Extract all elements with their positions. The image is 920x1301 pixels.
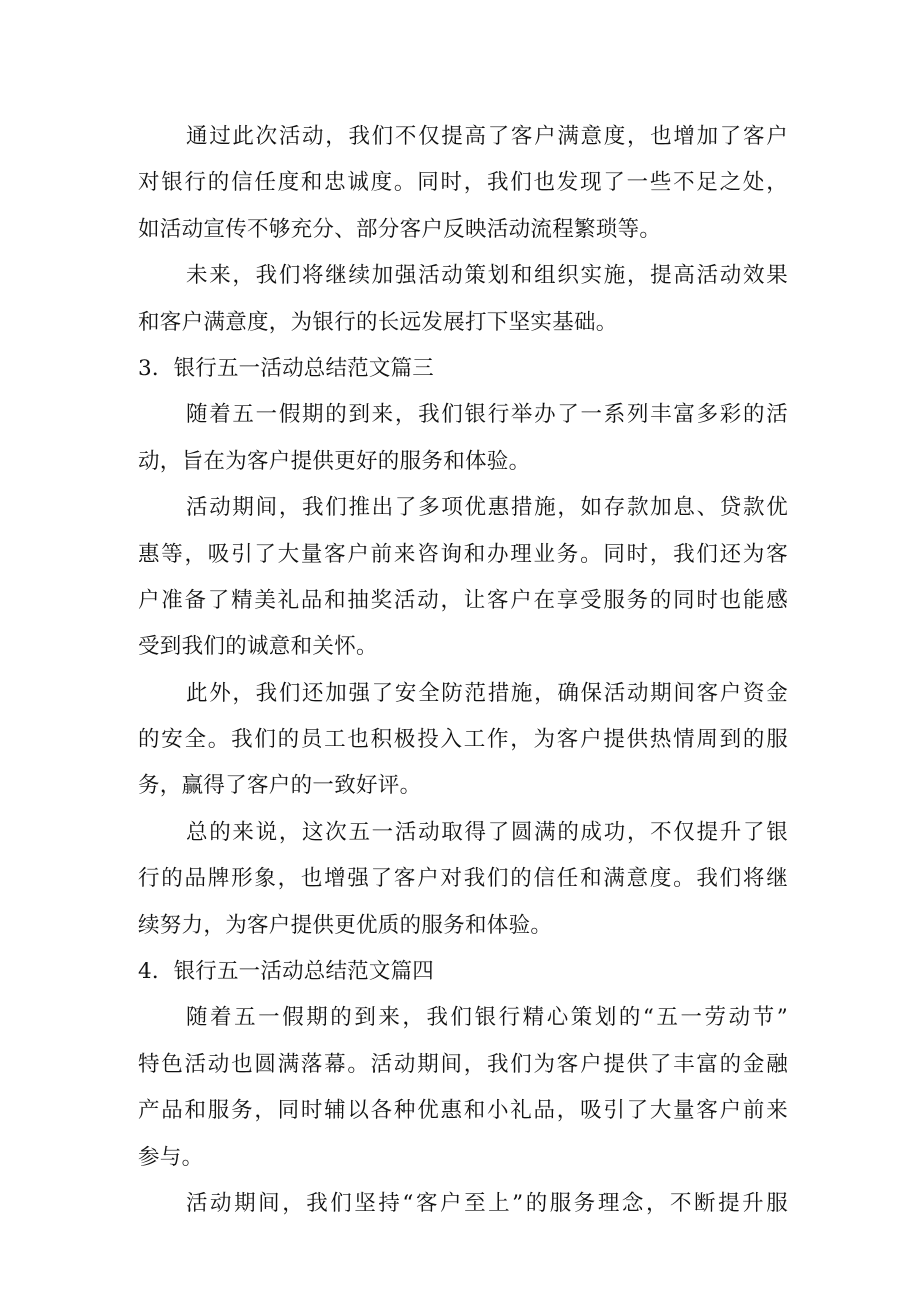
section-heading	[138, 346, 788, 392]
paragraph-line: 受到我们的诚意和关怀。	[138, 634, 378, 660]
paragraph-line: 活动期间，我们推出了多项优惠措施，如存款加息、贷款优	[186, 495, 788, 521]
paragraph-line: 随着五一假期的到来，我们银行精心策划的“五一劳动节”	[186, 1005, 788, 1031]
paragraph-line: 总的来说，这次五一活动取得了圆满的成功，不仅提升了银	[186, 819, 788, 845]
paragraph-line: 通过此次活动，我们不仅提高了客户满意度，也增加了客户	[186, 124, 788, 149]
paragraph-line: 和客户满意度，为银行的长远发展打下坚实基础。	[138, 309, 618, 335]
paragraph	[138, 1181, 788, 1227]
paragraph	[138, 995, 788, 1181]
heading-line: 4．银行五一活动总结范文篇四	[138, 959, 434, 985]
paragraph-line: 产品和服务，同时辅以各种优惠和小礼品，吸引了大量客户前来	[138, 1098, 788, 1124]
paragraph	[138, 253, 788, 346]
paragraph	[138, 485, 788, 671]
paragraph	[138, 114, 788, 253]
paragraph-line: 惠等，吸引了大量客户前来咨询和办理业务。同时，我们还为客	[138, 541, 788, 567]
paragraph-line: 行的品牌形象，也增强了客户对我们的信任和满意度。我们将继	[138, 866, 788, 892]
paragraph	[138, 810, 788, 949]
paragraph-line: 对银行的信任度和忠诚度。同时，我们也发现了一些不足之处，	[138, 170, 788, 196]
paragraph-line: 的安全。我们的员工也积极投入工作，为客户提供热情周到的服	[138, 727, 788, 753]
paragraph-line: 特色活动也圆满落幕。活动期间，我们为客户提供了丰富的金融	[138, 1051, 788, 1077]
document-body	[138, 114, 788, 1227]
heading-line: 3．银行五一活动总结范文篇三	[138, 355, 434, 381]
paragraph-line: 此外，我们还加强了安全防范措施，确保活动期间客户资金	[186, 680, 788, 706]
paragraph-line: 动，旨在为客户提供更好的服务和体验。	[138, 448, 531, 474]
paragraph-line: 务，赢得了客户的一致好评。	[138, 773, 422, 799]
paragraph-line: 户准备了精美礼品和抽奖活动，让客户在享受服务的同时也能感	[138, 587, 788, 613]
paragraph	[138, 671, 788, 810]
paragraph	[138, 392, 788, 485]
paragraph-line: 如活动宣传不够充分、部分客户反映活动流程繁琐等。	[138, 216, 662, 242]
paragraph-line: 活动期间，我们坚持“客户至上”的服务理念，不断提升服	[186, 1190, 788, 1216]
paragraph-line: 未来，我们将继续加强活动策划和组织实施，提高活动效果	[186, 263, 788, 289]
paragraph-line: 随着五一假期的到来，我们银行举办了一系列丰富多彩的活	[186, 402, 788, 428]
paragraph-line: 续努力，为客户提供更优质的服务和体验。	[138, 912, 553, 938]
paragraph-line: 参与。	[138, 1144, 204, 1170]
section-heading	[138, 949, 788, 995]
